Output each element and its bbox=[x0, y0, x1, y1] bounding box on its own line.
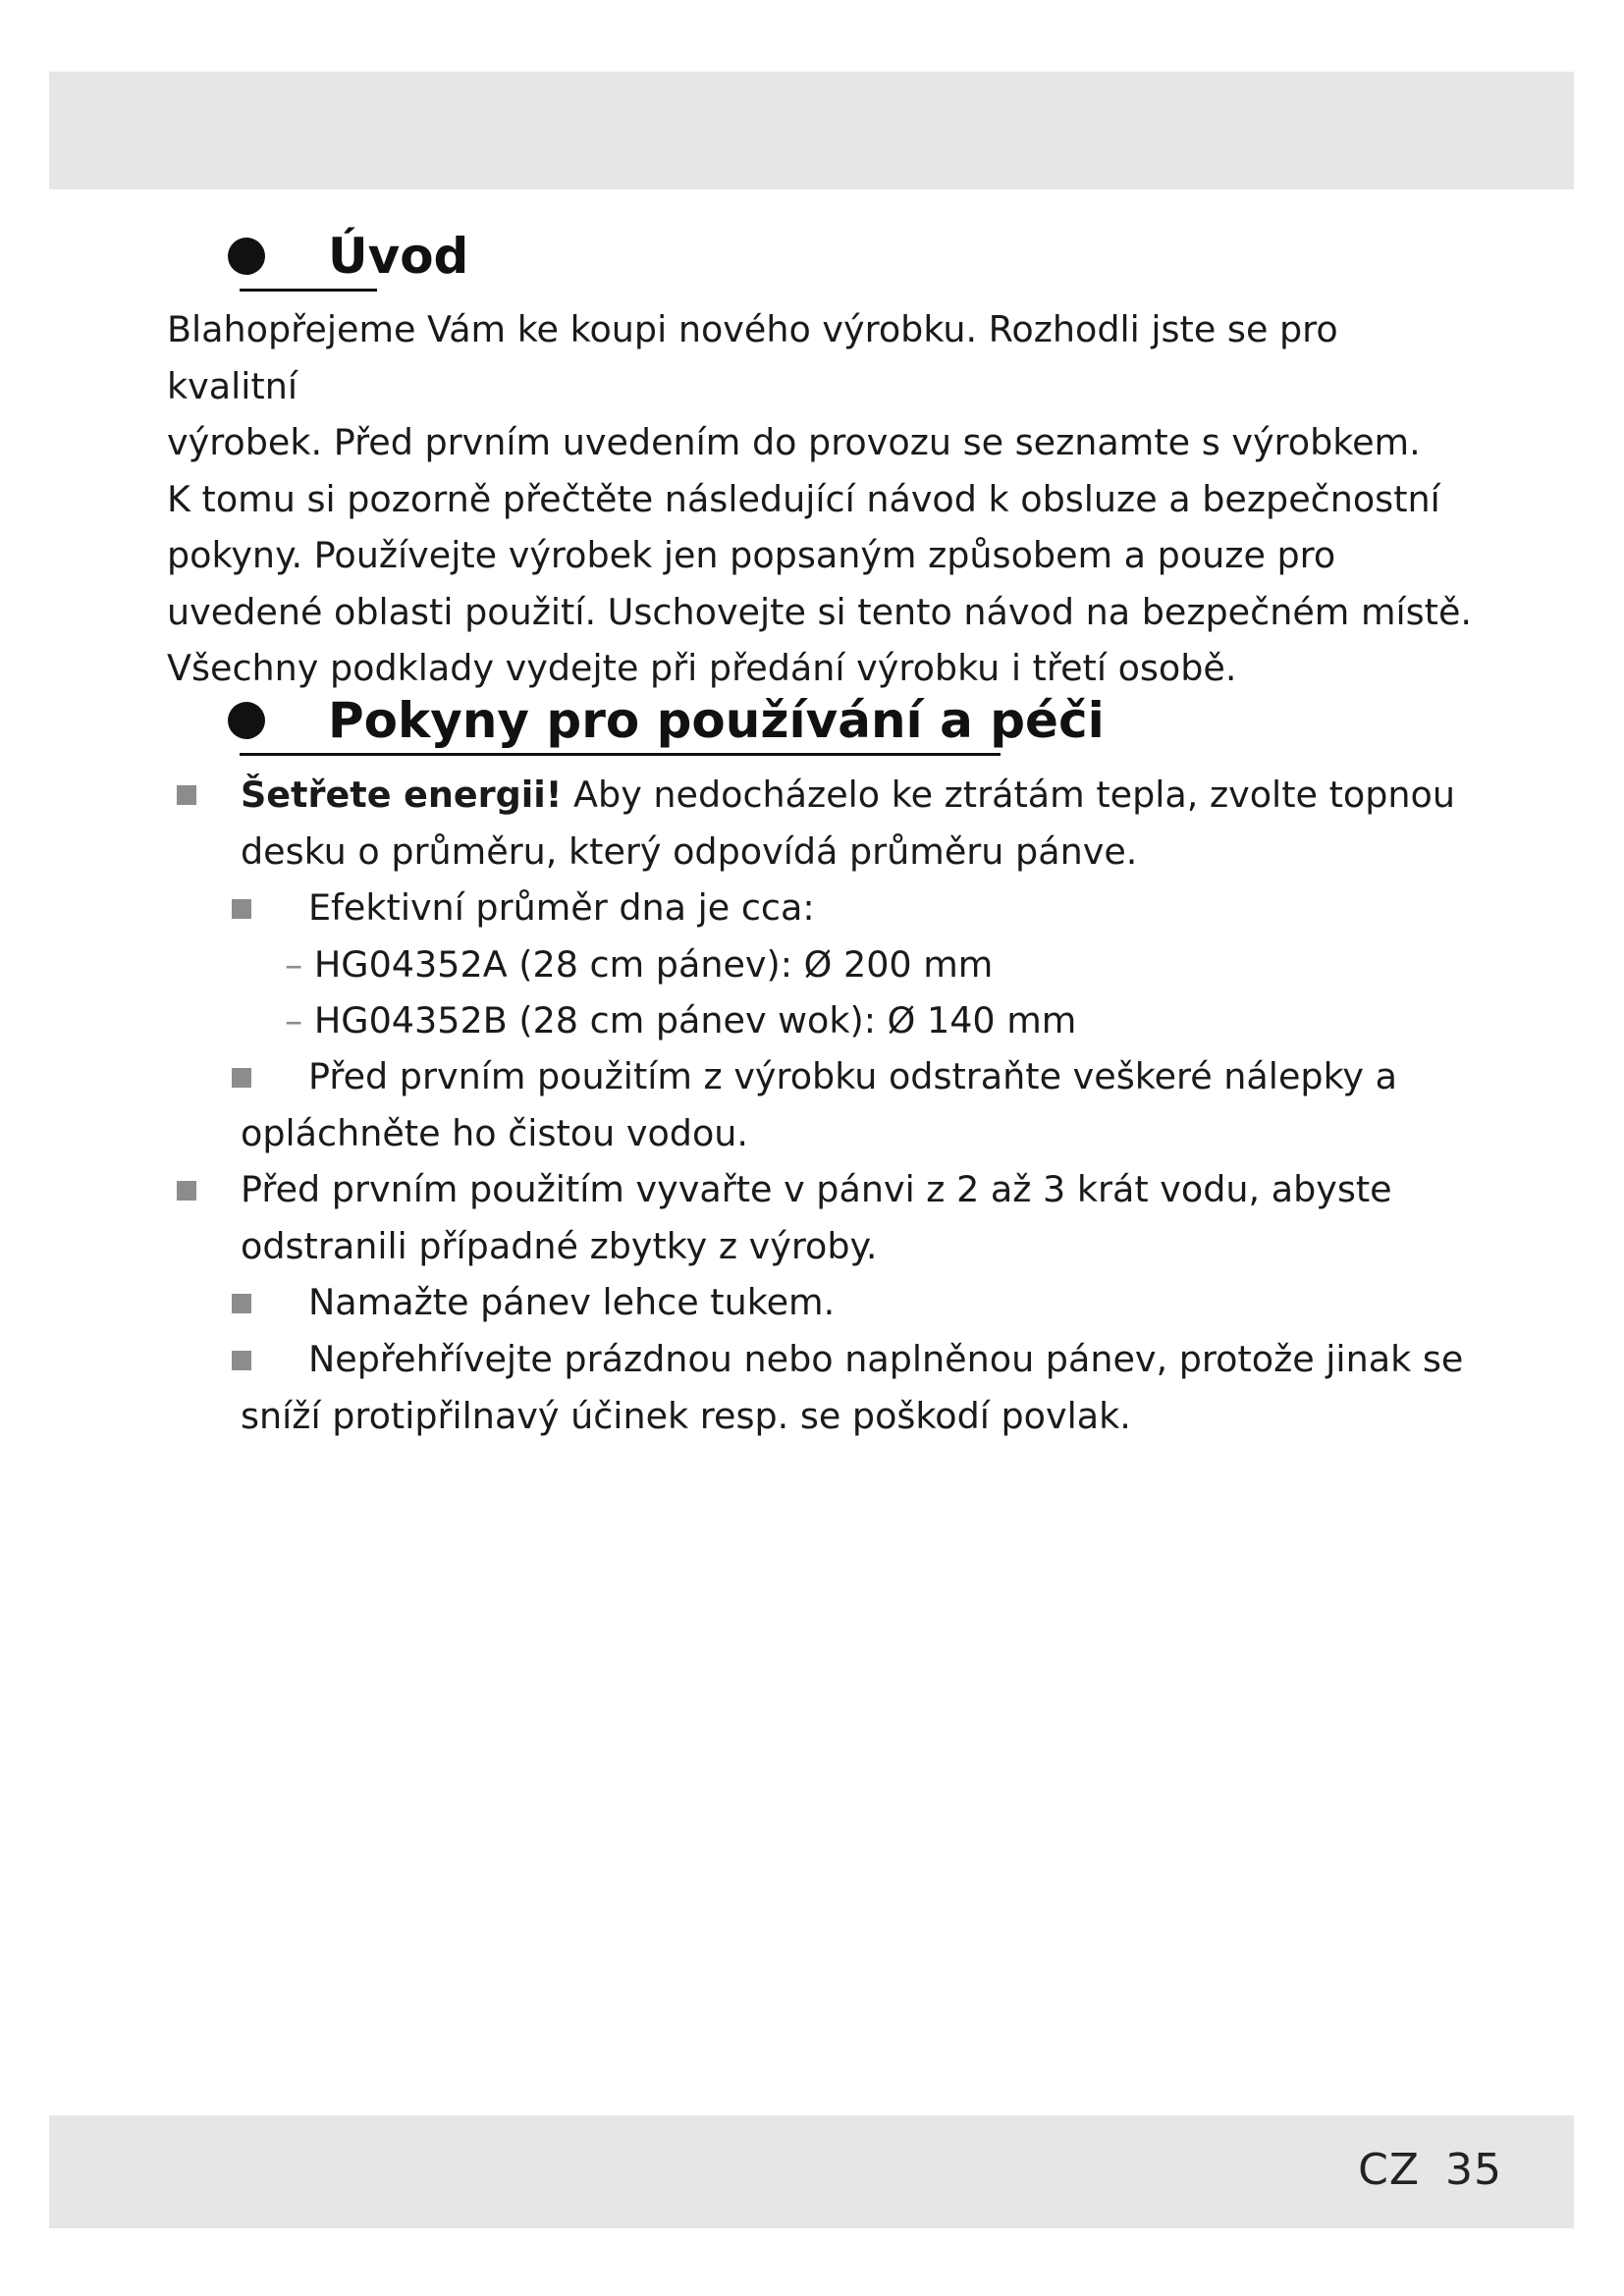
sub1-line: Efektivní průměr dna je cca: bbox=[308, 886, 815, 929]
intro-line: výrobek. Před prvním uvedením do provozu se seznamte s výrobkem. bbox=[167, 421, 1421, 463]
intro-heading bbox=[228, 217, 468, 295]
footer-band bbox=[49, 2115, 1574, 2228]
heading-underline bbox=[240, 753, 1001, 756]
page-number: 35 bbox=[1445, 2145, 1502, 2195]
energy-label: Šetřete energii! bbox=[241, 774, 563, 816]
item1-line2: desku o průměru, který odpovídá průměru pánve. bbox=[241, 830, 1138, 873]
language-code: CZ bbox=[1358, 2145, 1420, 2195]
page-footer bbox=[1358, 2145, 1502, 2195]
dash-item bbox=[285, 992, 1076, 1049]
intro-line: uvedené oblasti použití. Uschovejte si tento návod na bezpečném místě. bbox=[167, 590, 1473, 633]
bullet-dot-icon bbox=[228, 238, 265, 275]
item2-line2: odstranili případné zbytky z výroby. bbox=[241, 1225, 878, 1267]
heading-underline bbox=[240, 289, 377, 292]
item1-line1 bbox=[241, 767, 1455, 824]
dash-item-text: HG04352A (28 cm pánev): Ø 200 mm bbox=[313, 943, 994, 986]
square-bullet-icon bbox=[232, 899, 251, 919]
sub2-line1: Před prvním použitím z výrobku odstraňte veškeré nálepky a bbox=[308, 1055, 1397, 1097]
square-bullet-icon bbox=[232, 1294, 251, 1313]
header-band bbox=[49, 72, 1574, 189]
dash-item-text: HG04352B (28 cm pánev wok): Ø 140 mm bbox=[313, 999, 1077, 1041]
intro-line: K tomu si pozorně přečtěte následující návod k obsluze a bezpečnostní bbox=[167, 477, 1440, 520]
dash-icon: – bbox=[285, 999, 303, 1041]
square-bullet-icon bbox=[177, 1181, 196, 1201]
square-bullet-icon bbox=[232, 1068, 251, 1088]
sub4-line2: sníží protipřilnavý účinek resp. se poškodí povlak. bbox=[241, 1395, 1131, 1437]
square-bullet-icon bbox=[177, 785, 196, 805]
intro-line: Všechny podklady vydejte při předání výrobku i třetí osobě. bbox=[167, 647, 1237, 689]
dash-item bbox=[285, 936, 993, 993]
dash-icon: – bbox=[285, 943, 303, 986]
intro-title: Úvod bbox=[328, 228, 469, 285]
sub2-line2: opláchněte ho čistou vodou. bbox=[241, 1112, 749, 1154]
item1-text: Aby nedocházelo ke ztrátám tepla, zvolte topnou bbox=[562, 774, 1455, 816]
intro-line: pokyny. Používejte výrobek jen popsaným způsobem a pouze pro bbox=[167, 534, 1336, 576]
sub4-line1: Nepřehřívejte prázdnou nebo naplněnou pánev, protože jinak se bbox=[308, 1338, 1464, 1380]
care-heading bbox=[228, 681, 1105, 760]
intro-line: Blahopřejeme Vám ke koupi nového výrobku. Rozhodli jste se pro kvalitní bbox=[167, 308, 1338, 407]
square-bullet-icon bbox=[232, 1351, 251, 1370]
care-title: Pokyny pro používání a péči bbox=[328, 692, 1105, 749]
bullet-dot-icon bbox=[228, 702, 265, 739]
sub3-line: Namažte pánev lehce tukem. bbox=[308, 1281, 836, 1323]
item2-line1: Před prvním použitím vyvařte v pánvi z 2 až 3 krát vodu, abyste bbox=[241, 1168, 1392, 1210]
intro-paragraph bbox=[167, 301, 1473, 697]
